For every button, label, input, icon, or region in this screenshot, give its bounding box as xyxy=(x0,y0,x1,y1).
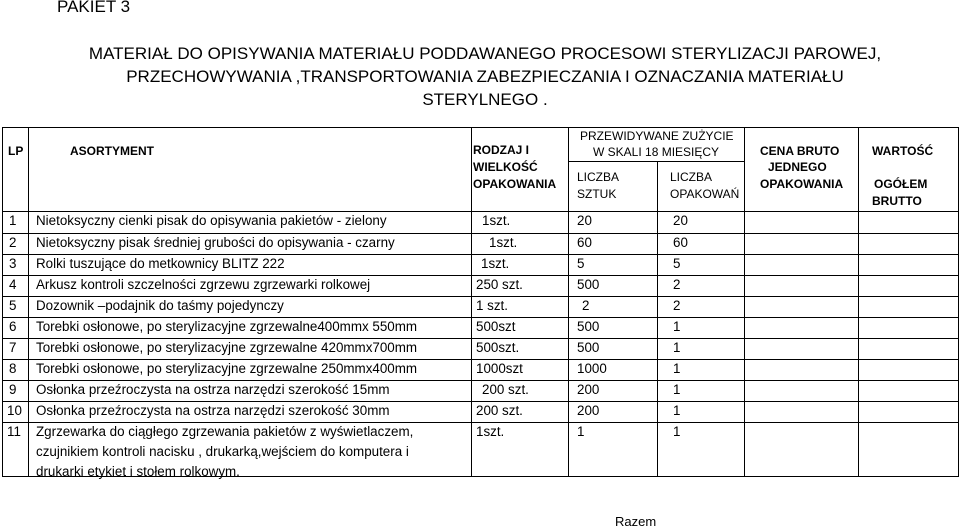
grid-line-col xyxy=(657,161,658,476)
grid-line-row xyxy=(2,338,959,339)
header-liczba-sztuk-2: SZTUK xyxy=(577,187,617,201)
row-5-unit: 1 szt. xyxy=(476,298,508,313)
row-5-packs: 2 xyxy=(673,298,681,313)
row-4-qty: 500 xyxy=(577,277,600,292)
row-5-lp: 5 xyxy=(9,298,17,313)
row-4-lp: 4 xyxy=(9,277,17,292)
header-asortyment: ASORTYMENT xyxy=(70,144,154,158)
row-10-packs: 1 xyxy=(673,403,681,418)
header-rodzaj-3: OPAKOWANIA xyxy=(473,177,557,191)
row-6-lp: 6 xyxy=(9,319,17,334)
row-10-qty: 200 xyxy=(577,403,600,418)
row-11-name-line-2: czujnikiem kontroli nacisku , drukarką,wejściem do komputera i xyxy=(36,444,409,459)
grid-line-row xyxy=(2,422,959,423)
row-9-lp: 9 xyxy=(9,382,17,397)
row-1-lp: 1 xyxy=(9,213,17,228)
row-10-unit: 200 szt. xyxy=(476,403,523,418)
row-6-unit: 500szt xyxy=(476,319,516,334)
total-label: Razem xyxy=(615,514,657,529)
row-4-unit: 250 szt. xyxy=(476,277,523,292)
row-11-packs: 1 xyxy=(673,424,681,439)
row-5-name: Dozownik –podajnik do taśmy pojedynczy xyxy=(36,298,284,313)
grid-line-row xyxy=(2,380,959,381)
row-8-packs: 1 xyxy=(673,361,681,376)
grid-line-row xyxy=(2,275,959,276)
grid-line-row xyxy=(2,233,959,234)
header-cena-3: OPAKOWANIA xyxy=(760,177,844,191)
row-3-qty: 5 xyxy=(577,256,585,271)
header-wartosc-1: WARTOŚĆ xyxy=(872,144,934,158)
grid-line-row xyxy=(2,254,959,255)
row-8-qty: 1000 xyxy=(577,361,607,376)
header-wartosc-3: BRUTTO xyxy=(872,194,922,208)
grid-line-row xyxy=(2,317,959,318)
header-przewidywane-1: PRZEWIDYWANE ZUŻYCIE xyxy=(580,129,734,143)
row-11-lp: 11 xyxy=(7,424,21,439)
row-11-name-line-1: Zgrzewarka do ciągłego zgrzewania pakietów z wyświetlaczem, xyxy=(36,424,414,439)
header-wartosc-2: OGÓŁEM xyxy=(874,177,928,191)
row-1-name: Nietoksyczny cienki pisak do opisywania pakietów - zielony xyxy=(36,213,387,228)
grid-line-row xyxy=(2,401,959,402)
row-9-packs: 1 xyxy=(673,382,681,397)
row-2-qty: 60 xyxy=(577,235,592,250)
grid-line-row xyxy=(2,296,959,297)
title-line-2: PRZECHOWYWANIA ,TRANSPORTOWANIA ZABEZPIECZANIA I OZNACZANIA MATERIAŁU xyxy=(126,67,844,86)
row-2-name: Nietoksyczny pisak średniej grubości do opisywania - czarny xyxy=(36,235,395,250)
row-1-qty: 20 xyxy=(577,213,592,228)
row-6-packs: 1 xyxy=(673,319,681,334)
row-3-packs: 5 xyxy=(673,256,681,271)
row-8-unit: 1000szt xyxy=(476,361,523,376)
row-6-name: Torebki osłonowe, po sterylizacyjne zgrzewalne400mmx 550mm xyxy=(36,319,418,334)
row-5-qty: 2 xyxy=(582,298,590,313)
row-4-name: Arkusz kontroli szczelności zgrzewu zgrzewarki rolkowej xyxy=(36,277,371,292)
row-2-lp: 2 xyxy=(9,235,17,250)
row-10-lp: 10 xyxy=(7,403,22,418)
header-liczba-sztuk-1: LICZBA xyxy=(577,170,620,184)
row-7-lp: 7 xyxy=(9,340,17,355)
header-liczba-opakowan-2: OPAKOWAŃ xyxy=(670,187,740,201)
title-line-1: MATERIAŁ DO OPISYWANIA MATERIAŁU PODDAWANEGO PROCESOWI STERYLIZACJI PAROWEJ, xyxy=(88,44,882,63)
row-8-name: Torebki osłonowe, po sterylizacyjne zgrzewalne 250mmx400mm xyxy=(36,361,418,376)
row-1-unit: 1szt. xyxy=(482,213,511,228)
row-1-packs: 20 xyxy=(673,213,688,228)
row-4-packs: 2 xyxy=(673,277,681,292)
header-rodzaj-1: RODZAJ I xyxy=(473,143,530,157)
row-2-unit: 1szt. xyxy=(489,235,518,250)
grid-line-col xyxy=(2,127,3,476)
grid-line-row xyxy=(2,359,959,360)
row-11-unit: 1szt. xyxy=(476,424,505,439)
row-11-name-line-3: drukarki etykiet i stołem rolkowym. xyxy=(36,464,240,479)
row-3-name: Rolki tuszujące do metkownicy BLITZ 222 xyxy=(36,256,285,271)
row-7-qty: 500 xyxy=(577,340,600,355)
document-heading: PAKIET 3 xyxy=(57,0,131,16)
header-rodzaj-2: WIELKOŚĆ xyxy=(473,160,538,174)
header-liczba-opakowan-1: LICZBA xyxy=(670,170,713,184)
row-7-packs: 1 xyxy=(673,340,681,355)
grid-line-col xyxy=(28,127,29,476)
grid-line-przewidywane xyxy=(568,161,744,162)
grid-line-col xyxy=(568,127,569,476)
header-cena-1: CENA BRUTO xyxy=(760,144,840,158)
grid-line-col xyxy=(471,127,472,476)
row-11-qty: 1 xyxy=(577,424,585,439)
row-9-qty: 200 xyxy=(577,382,600,397)
row-9-unit: 200 szt. xyxy=(482,382,529,397)
row-3-lp: 3 xyxy=(9,256,17,271)
row-9-name: Osłonka przeźroczysta na ostrza narzędzi szerokość 15mm xyxy=(36,382,390,397)
row-8-lp: 8 xyxy=(9,361,17,376)
row-7-unit: 500szt. xyxy=(476,340,520,355)
grid-line-header-bottom xyxy=(2,211,959,212)
row-10-name: Osłonka przeźroczysta na ostrza narzędzi szerokość 30mm xyxy=(36,403,390,418)
header-przewidywane-2: W SKALI 18 MIESIĘCY xyxy=(593,145,720,159)
grid-line-top xyxy=(2,127,959,128)
title-line-3: STERYLNEGO . xyxy=(422,90,548,109)
header-lp: LP xyxy=(8,144,24,158)
row-3-unit: 1szt. xyxy=(481,256,510,271)
row-6-qty: 500 xyxy=(577,319,600,334)
header-cena-2: JEDNEGO xyxy=(768,160,827,174)
grid-line-col xyxy=(744,127,745,476)
row-7-name: Torebki osłonowe, po sterylizacyjne zgrzewalne 420mmx700mm xyxy=(36,340,418,355)
row-2-packs: 60 xyxy=(673,235,688,250)
grid-line-col xyxy=(858,127,859,476)
